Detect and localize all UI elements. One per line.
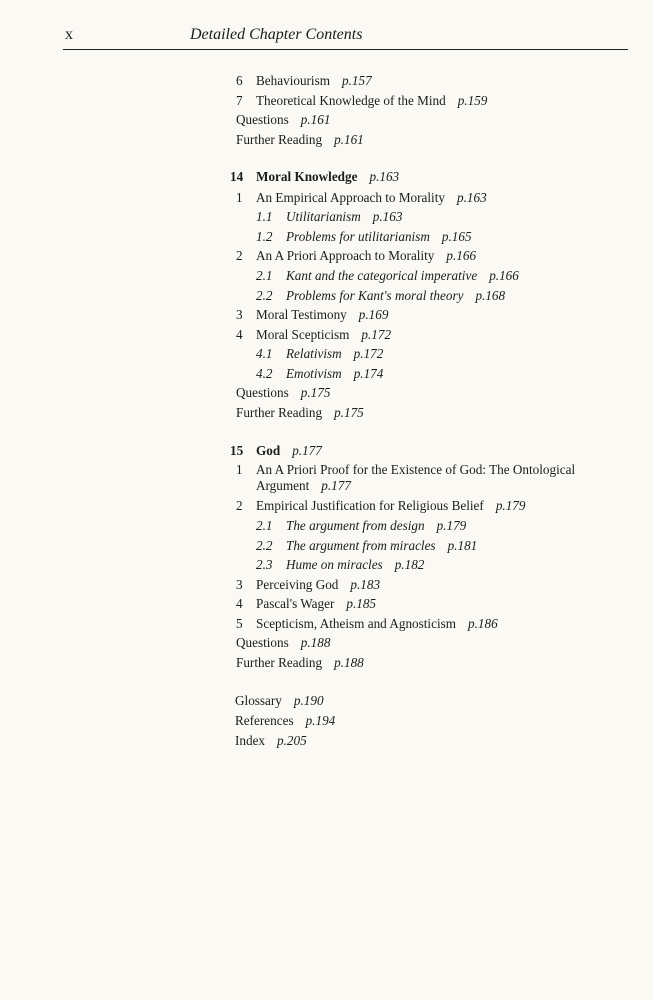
entry-title-continued: Argument — [256, 478, 310, 493]
entry-page: p.159 — [457, 93, 488, 108]
entry-page: p.181 — [447, 538, 478, 553]
entry-number: 7 — [236, 93, 243, 108]
toc-entry[interactable] — [236, 327, 391, 343]
entry-title: Perceiving God — [256, 577, 339, 592]
entry-page: p.179 — [436, 518, 467, 533]
entry-title: Problems for Kant's moral theory — [286, 288, 464, 303]
toc-entry[interactable] — [236, 596, 376, 612]
chapter-page: p.177 — [292, 443, 322, 458]
entry-title: Further Reading — [236, 405, 323, 420]
toc-entry[interactable] — [236, 498, 525, 514]
toc-entry[interactable] — [236, 307, 388, 323]
entry-page: p.177 — [321, 478, 351, 493]
entry-title: Utilitarianism — [286, 209, 361, 224]
toc-entry[interactable] — [236, 190, 487, 206]
entry-number: 1.1 — [256, 209, 273, 224]
toc-subentry[interactable] — [256, 268, 519, 284]
entry-title: Moral Testimony — [256, 307, 347, 322]
entry-number: 1 — [236, 190, 243, 205]
entry-page: p.194 — [305, 713, 336, 728]
entry-page: p.175 — [300, 385, 331, 400]
page-number: x — [65, 26, 73, 43]
entry-number: 4.1 — [256, 346, 273, 361]
toc-subentry[interactable] — [256, 346, 383, 362]
toc-entry-references[interactable] — [235, 713, 335, 729]
entry-title: An A Priori Proof for the Existence of God: The Ontological — [256, 462, 576, 477]
running-head-title: Detailed Chapter Contents — [190, 26, 363, 43]
entry-number: 4 — [236, 327, 243, 342]
entry-page: p.166 — [489, 268, 519, 283]
entry-page: p.169 — [358, 307, 389, 322]
entry-title: Empirical Justification for Religious Belief — [256, 498, 484, 513]
entry-number: 2.1 — [256, 268, 273, 283]
entry-title: Questions — [236, 635, 289, 650]
entry-number: 4 — [236, 596, 243, 611]
entry-title: References — [235, 713, 294, 728]
entry-page: p.179 — [495, 498, 526, 513]
entry-number: 4.2 — [256, 366, 273, 381]
entry-title: Emotivism — [286, 366, 342, 381]
entry-title: An A Priori Approach to Morality — [256, 248, 435, 263]
entry-title: Theoretical Knowledge of the Mind — [256, 93, 446, 108]
entry-title: Index — [235, 733, 266, 748]
entry-page: p.161 — [334, 132, 364, 147]
entry-title: The argument from design — [286, 518, 425, 533]
toc-entry[interactable] — [236, 405, 364, 421]
entry-title: Hume on miracles — [286, 557, 383, 572]
entry-number: 2 — [236, 248, 243, 263]
entry-number: 2.2 — [256, 288, 273, 303]
entry-title: An Empirical Approach to Morality — [256, 190, 445, 205]
entry-number: 2.3 — [256, 557, 273, 572]
entry-page: p.186 — [468, 616, 498, 631]
entry-page: p.166 — [446, 248, 477, 263]
chapter-title: Moral Knowledge — [256, 169, 358, 184]
entry-title: Kant and the categorical imperative — [286, 268, 478, 283]
toc-entry[interactable] — [236, 248, 476, 264]
entry-page: p.168 — [475, 288, 506, 303]
entry-title: Questions — [236, 385, 289, 400]
entry-page: p.188 — [300, 635, 331, 650]
entry-page: p.174 — [353, 366, 384, 381]
toc-subentry[interactable] — [256, 538, 477, 554]
entry-number: 2 — [236, 498, 243, 513]
entry-number: 5 — [236, 616, 243, 631]
entry-number: 3 — [236, 577, 243, 592]
chapter-title: God — [256, 443, 281, 458]
entry-number: 3 — [236, 307, 243, 322]
entry-page: p.157 — [342, 73, 372, 88]
toc-entry[interactable] — [236, 132, 364, 148]
toc-subentry[interactable] — [256, 288, 505, 304]
entry-number: 2.1 — [256, 518, 273, 533]
chapter-heading[interactable] — [230, 169, 399, 185]
toc-entry-index[interactable] — [235, 733, 307, 749]
entry-title: Questions — [236, 112, 289, 127]
toc-entry[interactable] — [236, 635, 330, 651]
toc-entry[interactable] — [236, 93, 487, 109]
toc-entry[interactable] — [236, 385, 330, 401]
toc-subentry[interactable] — [256, 518, 466, 534]
chapter-page: p.163 — [369, 169, 400, 184]
entry-title: Problems for utilitarianism — [286, 229, 430, 244]
entry-title: Further Reading — [236, 132, 323, 147]
entry-title: The argument from miracles — [286, 538, 436, 553]
entry-page: p.161 — [300, 112, 331, 127]
entry-number: 2.2 — [256, 538, 273, 553]
entry-page: p.172 — [361, 327, 392, 342]
entry-page: p.185 — [346, 596, 377, 611]
toc-subentry[interactable] — [256, 366, 383, 382]
toc-subentry[interactable] — [256, 209, 402, 225]
entry-page: p.163 — [372, 209, 403, 224]
toc-entry[interactable] — [236, 616, 498, 632]
entry-title: Relativism — [286, 346, 342, 361]
entry-title: Behaviourism — [256, 73, 330, 88]
entry-page: p.205 — [277, 733, 307, 748]
entry-title: Pascal's Wager — [256, 596, 335, 611]
entry-title: Moral Scepticism — [256, 327, 350, 342]
toc-entry[interactable] — [236, 462, 575, 494]
toc-entry[interactable] — [236, 655, 364, 671]
entry-page: p.172 — [353, 346, 384, 361]
chapter-heading[interactable] — [230, 443, 322, 459]
toc-subentry[interactable] — [256, 229, 472, 245]
running-header — [63, 26, 628, 48]
entry-page: p.188 — [334, 655, 364, 670]
entry-number: 1.2 — [256, 229, 273, 244]
entry-page: p.182 — [394, 557, 425, 572]
entry-page: p.183 — [350, 577, 381, 592]
chapter-number: 14 — [230, 169, 244, 184]
entry-page: p.163 — [456, 190, 487, 205]
chapter-number: 15 — [230, 443, 244, 458]
toc-subentry[interactable] — [256, 557, 424, 573]
entry-number: 6 — [236, 73, 243, 88]
toc-entry-glossary[interactable] — [235, 693, 324, 709]
entry-title: Scepticism, Atheism and Agnosticism — [256, 616, 457, 631]
entry-page: p.165 — [441, 229, 472, 244]
toc-entry[interactable] — [236, 577, 380, 593]
entry-page: p.190 — [293, 693, 324, 708]
entry-title: Glossary — [235, 693, 282, 708]
toc-entry[interactable] — [236, 112, 330, 128]
toc-entry[interactable] — [236, 73, 372, 89]
entry-page: p.175 — [334, 405, 364, 420]
entry-title: Further Reading — [236, 655, 323, 670]
header-rule — [63, 49, 628, 50]
entry-number: 1 — [236, 462, 243, 477]
